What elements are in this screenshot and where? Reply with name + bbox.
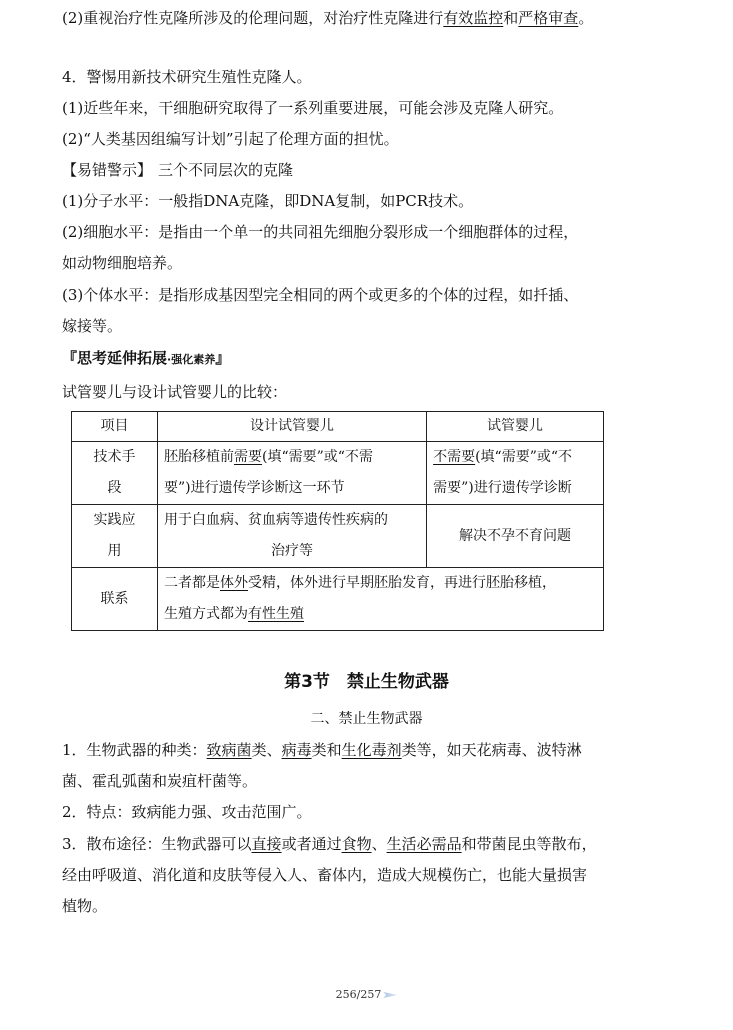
underlined-answer: 致病菌 — [206, 741, 252, 759]
cell-ivf-technique — [427, 442, 604, 505]
warning-label: 【易错警示】 — [62, 161, 153, 179]
bio-item1-line1 — [62, 740, 582, 760]
text: 。 — [578, 9, 594, 27]
top-line — [62, 8, 593, 28]
text: 和带菌昆虫等散布， — [461, 835, 597, 853]
extension-header — [62, 347, 230, 371]
bracket-close: 』 — [215, 349, 231, 367]
comparison-table — [71, 411, 604, 631]
warning-item3-line1: (3)个体水平：是指形成基因型完全相同的两个或更多的个体的过程，如扦插、 — [62, 286, 579, 304]
bio-item3-line2: 经由呼吸道、消化道和皮肤等侵入人、畜体内，造成大规模伤亡，也能大量损害 — [62, 866, 588, 884]
bio-item3-line1 — [62, 834, 597, 854]
text: 类、 — [251, 741, 282, 759]
header-designed-ivf: 设计试管婴儿 — [158, 412, 427, 442]
bio-item2: 2．特点：致病能力强、攻击范围广。 — [62, 803, 312, 821]
underlined-answer: 不需要 — [433, 449, 476, 465]
bio-item1-line2: 菌、霍乱弧菌和炭疽杆菌等。 — [62, 772, 258, 790]
row-label-application — [72, 505, 158, 568]
cell-designed-technique — [158, 442, 427, 505]
underlined-answer: 生活必需品 — [386, 835, 462, 853]
label-part: 段 — [107, 480, 122, 496]
table-row-application — [72, 505, 604, 568]
text: 要”)进行遗传学诊断这一环节 — [164, 480, 345, 496]
point4-heading: 4．警惕用新技术研究生殖性克隆人。 — [62, 68, 312, 86]
warning-item3-line2: 嫁接等。 — [62, 317, 123, 335]
text: 受精，体外进行早期胚胎发育，再进行胚胎移植， — [248, 575, 556, 591]
extension-title: 思考延伸拓展 — [77, 349, 168, 367]
text: 用于白血病、贫血病等遗传性疾病的 — [164, 512, 388, 528]
underlined-answer: 直接 — [251, 835, 282, 853]
underlined-answer: 生化毒剂 — [341, 741, 402, 759]
text: 二者都是 — [164, 575, 220, 591]
label-part: 技术手 — [93, 449, 136, 465]
comparison-intro: 试管婴儿与设计试管婴儿的比较： — [62, 383, 288, 401]
page-indicator — [0, 988, 733, 1002]
underlined-answer: 食物 — [341, 835, 372, 853]
text: 、 — [371, 835, 387, 853]
warning-item1: (1)分子水平：一般指DNA克隆，即DNA复制，如PCR技术。 — [62, 192, 474, 210]
text: 或者通过 — [281, 835, 342, 853]
page-number: 256/257 — [335, 988, 382, 1001]
point4-item2: (2)“人类基因组编写计划”引起了伦理方面的担忧。 — [62, 130, 399, 148]
label-part: 用 — [107, 543, 122, 559]
warning-item2-line1: (2)细胞水平：是指由一个单一的共同祖先细胞分裂形成一个细胞群体的过程， — [62, 223, 579, 241]
underlined-answer: 有性生殖 — [248, 606, 304, 622]
section-subtitle: 二、禁止生物武器 — [310, 711, 423, 727]
section-title: 第3节 禁止生物武器 — [284, 672, 449, 692]
text: 需要”)进行遗传学诊断 — [433, 480, 572, 496]
text: (填“需要”或“不需 — [262, 449, 373, 465]
text: 类和 — [311, 741, 342, 759]
underlined-answer: 病毒 — [281, 741, 312, 759]
underlined-answer: 严格审查 — [518, 9, 579, 27]
bio-item3-line3: 植物。 — [62, 897, 108, 915]
page-arrow-icon — [383, 992, 397, 998]
row-label-technique — [72, 442, 158, 505]
warning-item2-line2: 如动物细胞培养。 — [62, 254, 183, 272]
cell-designed-application — [158, 505, 427, 568]
row-label-relation: 联系 — [72, 568, 158, 631]
cell-ivf-application: 解决不孕不育问题 — [427, 505, 604, 568]
header-item: 项目 — [72, 412, 158, 442]
underlined-answer: 有效监控 — [443, 9, 504, 27]
warning-heading — [62, 160, 293, 180]
text: (填“需要”或“不 — [475, 449, 573, 465]
warning-title: 三个不同层次的克隆 — [158, 161, 294, 179]
table-header-row — [72, 412, 604, 442]
separator-dot: · — [167, 353, 172, 366]
cell-relation — [158, 568, 604, 631]
underlined-answer: 需要 — [234, 449, 262, 465]
table-row-relation — [72, 568, 604, 631]
text: 和 — [503, 9, 519, 27]
point4-item1: (1)近些年来，干细胞研究取得了一系列重要进展，可能会涉及克隆人研究。 — [62, 99, 564, 117]
text: 3．散布途径：生物武器可以 — [62, 835, 252, 853]
text: (2)重视治疗性克隆所涉及的伦理问题，对治疗性克隆进行 — [62, 9, 444, 27]
text: 胚胎移植前 — [164, 449, 234, 465]
bracket-open: 『 — [62, 349, 78, 367]
header-ivf: 试管婴儿 — [427, 412, 604, 442]
text: 生殖方式都为 — [164, 606, 248, 622]
text: 1．生物武器的种类： — [62, 741, 207, 759]
text: 治疗等 — [271, 543, 314, 559]
extension-subtitle: 强化素养 — [171, 353, 216, 366]
text: 类等，如天花病毒、波特淋 — [401, 741, 582, 759]
table-row-technique — [72, 442, 604, 505]
underlined-answer: 体外 — [220, 575, 248, 591]
label-part: 实践应 — [93, 512, 136, 528]
